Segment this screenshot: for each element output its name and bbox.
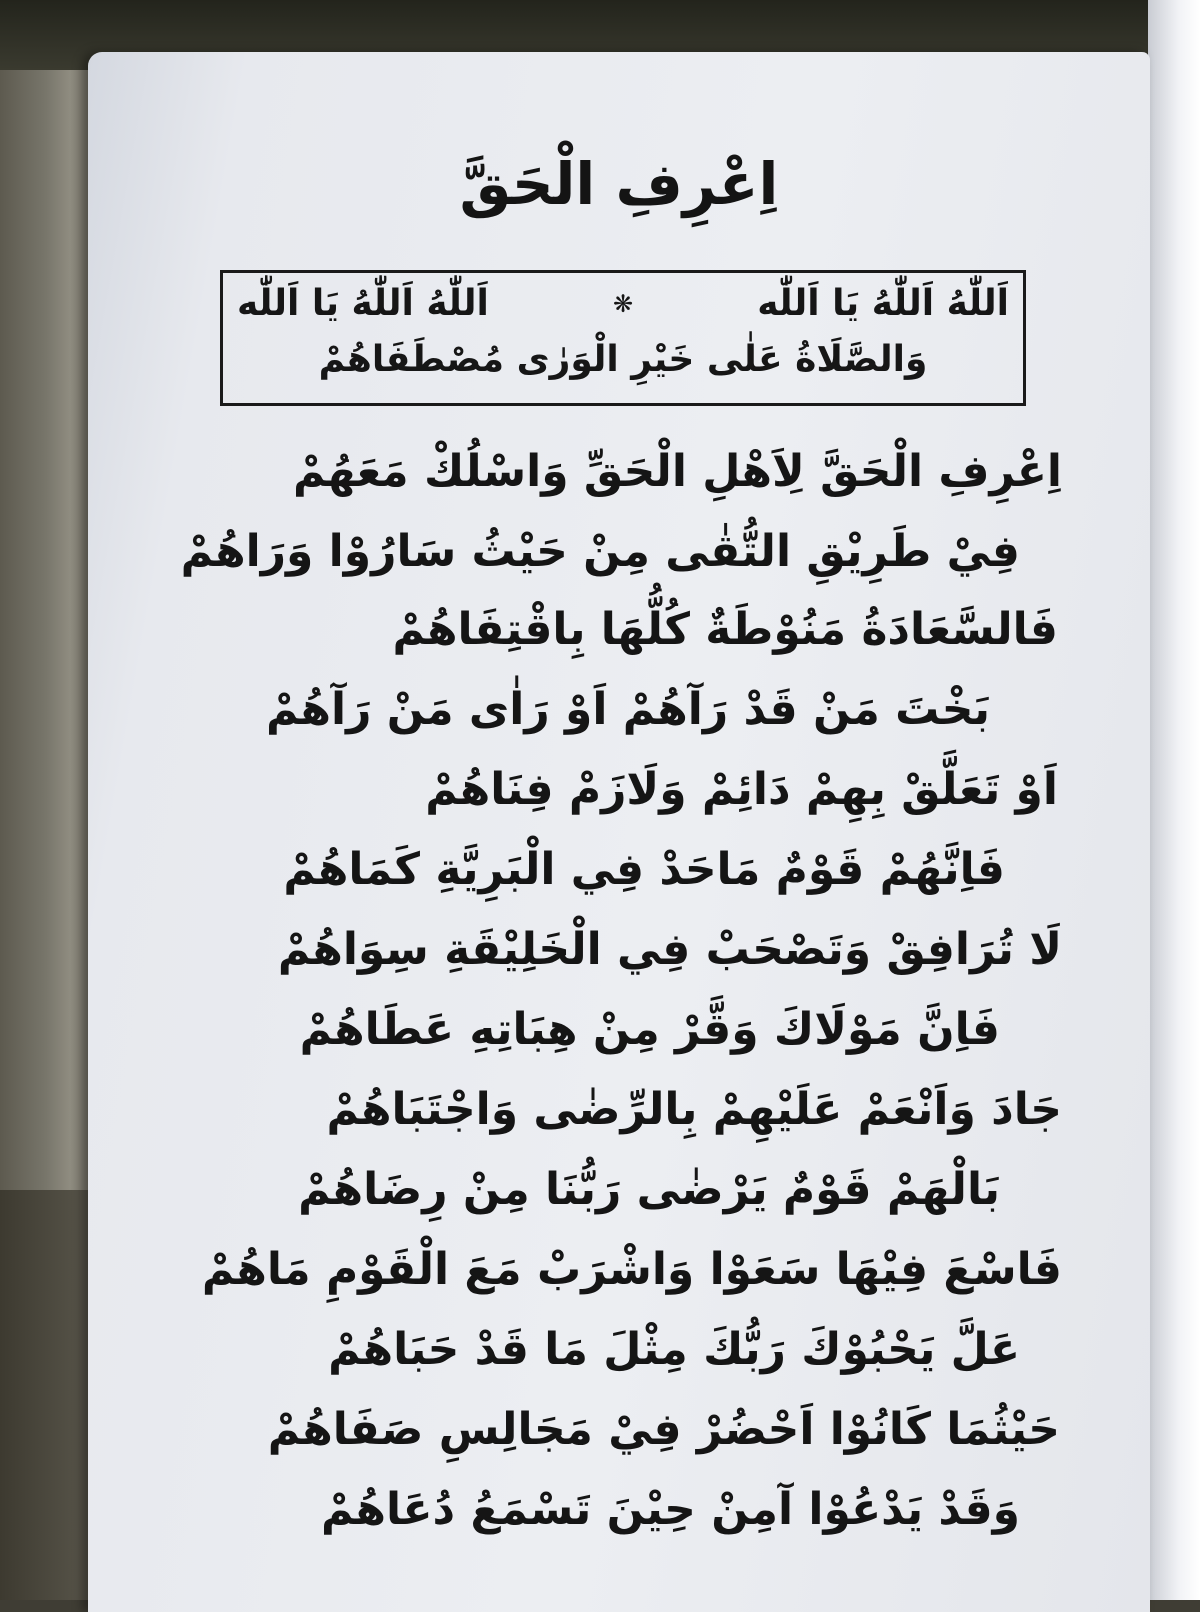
verse-line-10: بَالْهَمْ قَوْمٌ يَرْضٰى رَبُّنَا مِنْ رِضَاهُمْ [298,1164,1000,1215]
invocation-box [220,270,1026,406]
verse-line-3: فَالسَّعَادَةُ مَنُوْطَةٌ كُلُّهَا بِاقْتِفَاهُمْ [392,604,1058,655]
flower-separator-icon: ❋ [612,289,634,318]
verse-line-1: اِعْرِفِ الْحَقَّ لِاَهْلِ الْحَقِّ وَاسْلُكْ مَعَهُمْ [293,446,1062,497]
verse-line-4: بَخْتَ مَنْ قَدْ رَآهُمْ اَوْ رَاٰى مَنْ رَآهُمْ [266,684,990,735]
verse-line-11: فَاسْعَ فِيْهَا سَعَوْا وَاشْرَبْ مَعَ الْقَوْمِ مَاهُمْ [201,1244,1062,1295]
verse-line-13: حَيْثُمَا كَانُوْا اَحْضُرْ فِيْ مَجَالِسِ صَفَاهُمْ [267,1404,1060,1455]
verse-line-12: عَلَّ يَحْبُوْكَ رَبُّكَ مِثْلَ مَا قَدْ حَبَاهُمْ [328,1324,1020,1375]
book-edge-lower [0,1190,100,1600]
invocation-line-2: وَالصَّلَاةُ عَلٰى خَيْرِ الْوَرٰى مُصْطَفَاهُمْ [318,339,928,380]
verse-line-14: وَقَدْ يَدْعُوْا آمِنْ حِيْنَ تَسْمَعُ دُعَاهُمْ [320,1484,1020,1535]
verse-line-6: فَاِنَّهُمْ قَوْمٌ مَاحَدْ فِي الْبَرِيَّةِ كَمَاهُمْ [283,844,1005,895]
verse-line-9: جَادَ وَاَنْعَمْ عَلَيْهِمْ بِالرِّضٰى وَاجْتَبَاهُمْ [326,1084,1062,1135]
invocation-line-1 [237,283,1009,324]
verse-line-5: اَوْ تَعَلَّقْ بِهِمْ دَائِمْ وَلَازَمْ فِنَاهُمْ [425,764,1058,815]
right-page-edge [1148,0,1200,1600]
verse-line-2: فِيْ طَرِيْقِ التُّقٰى مِنْ حَيْثُ سَارُوْا وَرَاهُمْ [180,526,1020,577]
book-page [88,52,1150,1612]
invocation-line-1-right: اَللّٰهُ اَللّٰهُ يَا اَللّٰه [757,283,1009,324]
verse-line-8: فَاِنَّ مَوْلَاكَ وَقَّرْ مِنْ هِبَاتِهِ عَطَاهُمْ [299,1004,1000,1055]
page-title: اِعْرِفِ الْحَقَّ [459,150,779,218]
verse-line-7: لَا تُرَافِقْ وَتَصْحَبْ فِي الْخَلِيْقَةِ سِوَاهُمْ [277,924,1062,975]
invocation-line-1-left: اَللّٰهُ اَللّٰهُ يَا اَللّٰه [237,283,489,324]
